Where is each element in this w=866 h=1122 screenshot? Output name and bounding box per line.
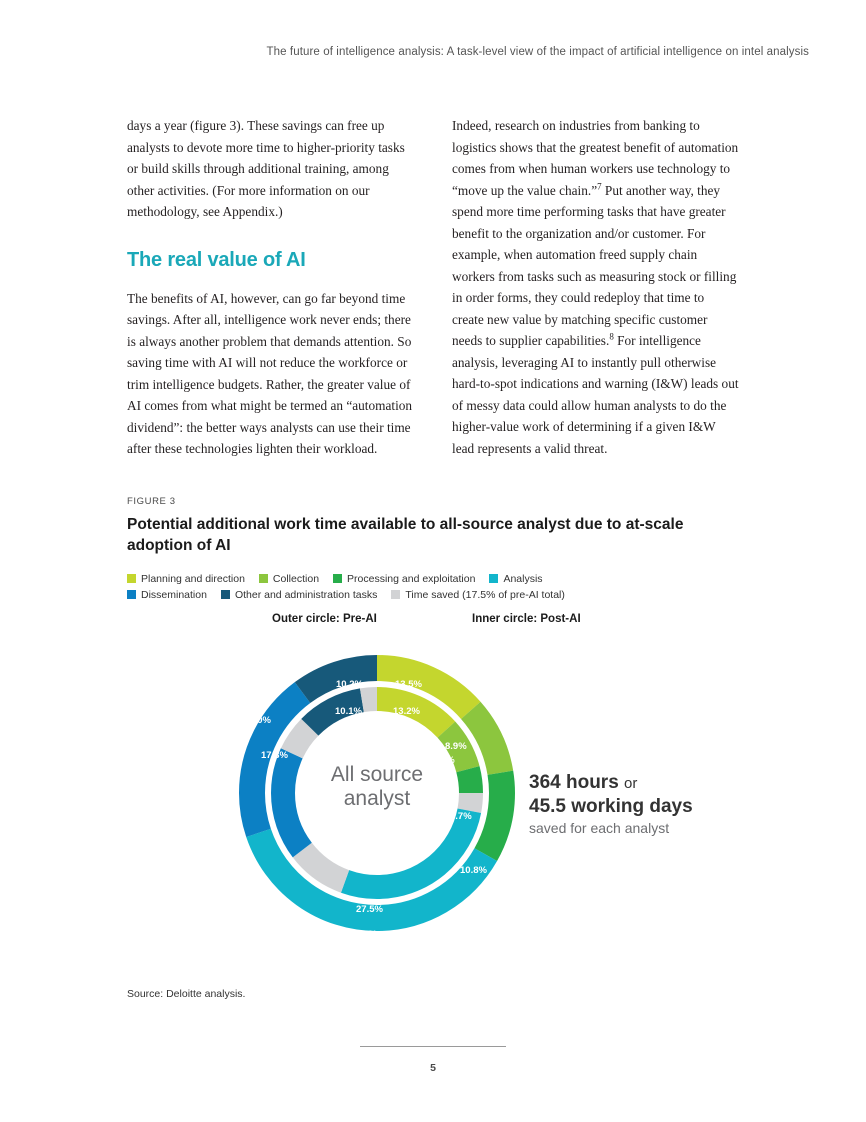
legend-label-processing: Processing and exploitation xyxy=(347,572,476,585)
right-par-text-1: Indeed, research on industries from banking to logistics shows that the greatest benefit of automation comes from when human workers use technology to “move up the value chain.” xyxy=(452,118,739,198)
legend-item-processing xyxy=(333,573,475,585)
legend-row-2 xyxy=(127,589,687,601)
callout-line-2: 45.5 working days xyxy=(529,795,693,817)
inner-ring xyxy=(283,699,471,887)
legend-label-time-saved: Time saved (17.5% of pre-AI total) xyxy=(405,588,565,601)
footer-divider xyxy=(360,1046,506,1047)
left-column xyxy=(127,115,414,473)
legend-label-collection: Collection xyxy=(272,572,320,585)
legend-item-analysis xyxy=(489,573,542,585)
legend-swatch-dissemination xyxy=(127,590,136,599)
label-outer-planning: 13.5% xyxy=(395,678,422,690)
left-paragraph-2: The benefits of AI, however, can go far beyond time savings. After all, intelligence work never ends; there is always another problem that demands attention. So saving time with AI will not reduce the workforce or trim intelligence budgets. Rather, the greater value of AI comes from what might be termed an “automation dividend”: the better ways analysts can use their time after these technologies lighten their workload. xyxy=(127,290,413,457)
right-par-text-3: For intelligence analysis, leveraging AI to instantly pull otherwise hard-to-spot indications and warning (I&W) leads out of messy data could allow human analysts to do the higher-value work of determining if a given I&W lead represents a valid threat. xyxy=(452,333,739,456)
chart-area xyxy=(127,633,739,973)
label-processing-67: 6.7% xyxy=(450,810,472,822)
legend-label-dissemination: Dissemination xyxy=(141,588,207,601)
inner-ring-header: Inner circle: Post-AI xyxy=(472,612,581,625)
label-outer-dissemination: 20.0% xyxy=(244,714,271,726)
chart-legend xyxy=(127,573,687,601)
figure-source: Source: Deloitte analysis. xyxy=(127,988,246,1000)
legend-swatch-analysis xyxy=(489,574,498,583)
label-outer-analysis: 36.6% xyxy=(350,928,377,940)
callout-hours-value: 364 hours xyxy=(529,771,619,793)
legend-label-planning: Planning and direction xyxy=(141,572,245,585)
page-number: 5 xyxy=(430,1062,436,1074)
legend-row-1 xyxy=(127,573,687,585)
label-inner-collection: 7.7% xyxy=(433,754,455,766)
body-columns xyxy=(127,115,739,473)
running-head: The future of intelligence analysis: A task-level view of the impact of artificial intelligence on intel analysis xyxy=(266,46,809,58)
legend-swatch-time-saved xyxy=(391,590,400,599)
legend-label-analysis: Analysis xyxy=(503,572,543,585)
legend-swatch-collection xyxy=(259,574,268,583)
figure-3 xyxy=(127,496,739,973)
label-inner-planning: 13.2% xyxy=(393,705,420,717)
right-par-text-2: Put another way, they spend more time performing tasks that have greater benefit to the organization and/or customer. For example, when automation freed supply chain workers from tasks such as measuring stock or filling in order forms, they could redeploy that time to create new value by matching specific customer needs to supplier capabilities. xyxy=(452,182,737,349)
outer-ring-header: Outer circle: Pre-AI xyxy=(272,612,377,625)
footnote-ref-8: 8 xyxy=(609,331,614,342)
legend-swatch-planning xyxy=(127,574,136,583)
legend-item-collection xyxy=(259,573,319,585)
ring-headers xyxy=(127,613,687,633)
legend-label-other: Other and administration tasks xyxy=(234,588,378,601)
label-inner-other: 10.1% xyxy=(335,705,362,717)
legend-item-other xyxy=(221,589,377,601)
footnote-ref-7: 7 xyxy=(597,181,602,192)
legend-swatch-processing xyxy=(333,574,342,583)
label-outer-collection: 8.9% xyxy=(445,740,467,752)
legend-item-dissemination xyxy=(127,589,207,601)
donut-chart xyxy=(217,633,537,953)
center-line-2: analyst xyxy=(343,786,411,810)
figure-title: Potential additional work time available to all-source analyst due to at-scale adoption of AI xyxy=(127,516,684,554)
label-outer-other: 10.2% xyxy=(336,678,363,690)
right-paragraph-1 xyxy=(452,115,739,460)
section-heading: The real value of AI xyxy=(127,248,306,271)
legend-swatch-other xyxy=(221,590,230,599)
left-paragraph-1: days a year (figure 3). These savings can free up analysts to devote more time to higher-priority tasks or build skills through additional training, among other activities. (For more information on our methodology, see Appendix.) xyxy=(127,118,405,220)
chart-callout xyxy=(529,771,739,837)
callout-line-1 xyxy=(529,771,739,795)
label-inner-analysis: 27.5% xyxy=(356,903,383,915)
right-column xyxy=(452,115,739,473)
callout-or: or xyxy=(624,774,638,792)
figure-label: FIGURE 3 xyxy=(127,496,176,507)
label-inner-dissemination: 17.3% xyxy=(261,749,288,761)
legend-item-planning xyxy=(127,573,245,585)
callout-line-3: saved for each analyst xyxy=(529,820,670,837)
center-line-1: All source xyxy=(330,762,424,786)
label-outer-processing: 10.8% xyxy=(460,864,487,876)
legend-item-time-saved xyxy=(391,589,565,601)
